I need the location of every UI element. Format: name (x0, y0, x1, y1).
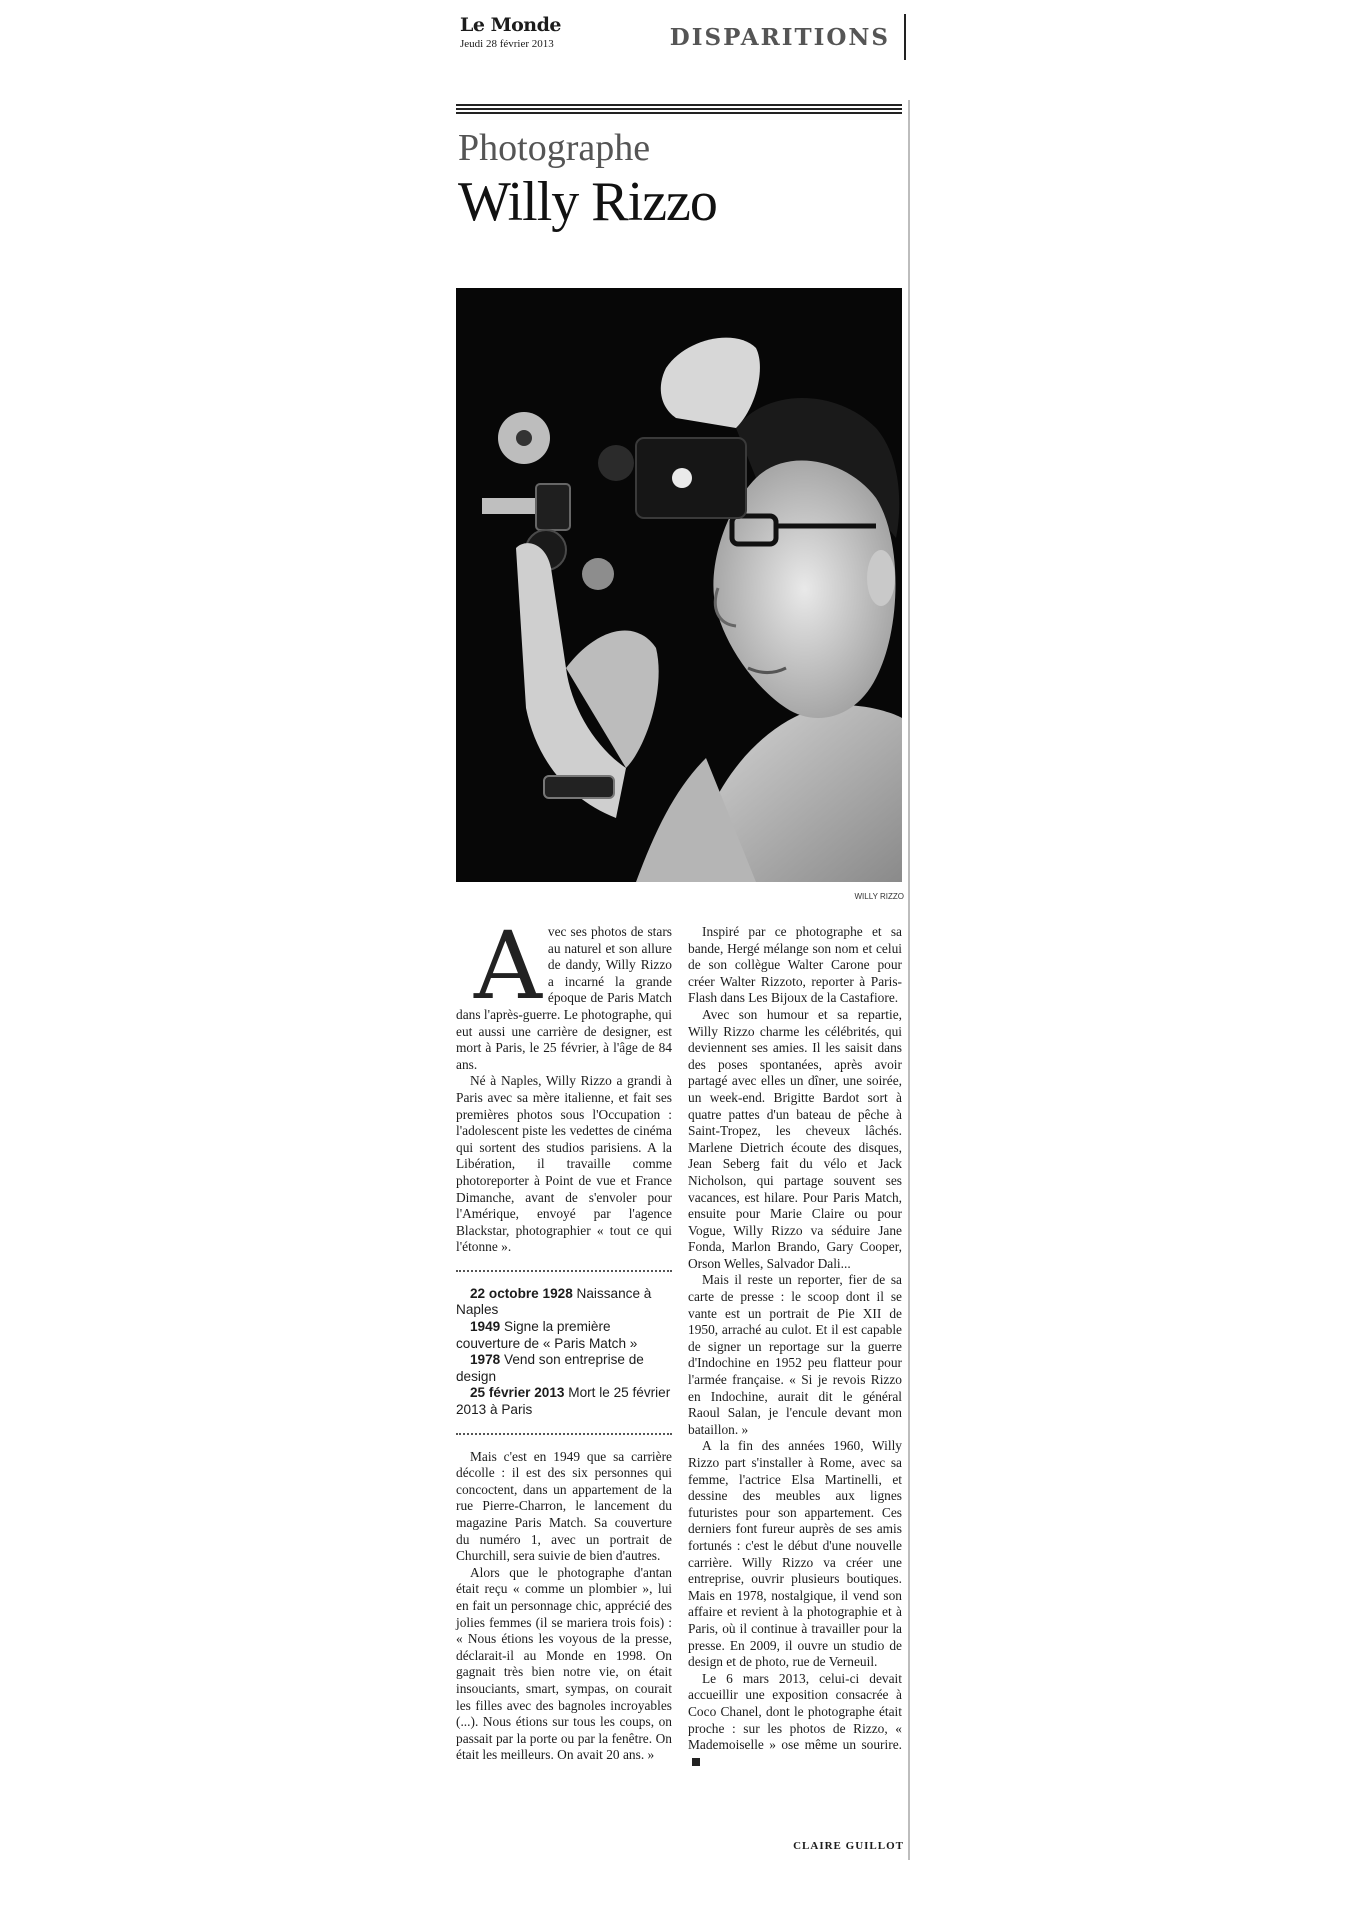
chronology-text: Vend son entreprise de design (456, 1352, 644, 1384)
end-mark-icon (692, 1758, 700, 1766)
paragraph: Mais il reste un reporter, fier de sa carte de presse : le scoop dont il se vante est un portrait de Pie XII de 1950, arraché au culot. Et il est capable de signer un reportage sur la guerre d'Indochine en 1952 peu flatteur pour l'armée française. « Si je revois Rizzo en Indochine, aurait dit le général Raoul Salan, je l'encule devant mon bataillon. » (688, 1272, 902, 1437)
page-header (460, 14, 916, 62)
newspaper-clipping (446, 0, 916, 1920)
article-headline: Willy Rizzo (458, 171, 717, 233)
paragraph-text: vec ses photos de stars au naturel et son allure de dandy, Willy Rizzo a incarné la grande époque de Paris Match dans l'après-guerre. Le photographe, qui eut aussi une carrière de designer, est mort à Paris, le 25 février, à l'âge de 84 ans. (456, 924, 672, 1072)
header-divider (904, 14, 906, 60)
chronology-date: 22 octobre 1928 (470, 1285, 573, 1301)
author-signature: CLAIRE GUILLOT (793, 1840, 904, 1852)
chronology-item (456, 1319, 672, 1352)
paragraph (688, 1671, 902, 1771)
chronology-date: 1949 (470, 1319, 501, 1335)
portrait-photo (456, 288, 902, 882)
chronology-text: Naissance à Naples (456, 1285, 652, 1318)
paragraph: Inspiré par ce photographe et sa bande, Hergé mélange son nom et celui de son collègue Walter Carone pour créer Walter Rizzoto, reporter à Paris-Flash dans Les Bijoux de la Castafiore. (688, 924, 902, 1006)
column-border (908, 100, 910, 1860)
paragraph: Avec son humour et sa repartie, Willy Rizzo charme les célébrités, qui deviennent ses amies. Il les saisit dans des poses spontanées, après avoir partagé avec elles un dîner, une soirée, un week-end. Brigitte Bardot sort à quatre pattes d'un bateau de pêche à Saint-Tropez, les cheveux lâchés. Marlene Dietrich écoute des disques, Jean Seberg fait du vélo et Jack Nicholson, qui partage souvent ses vacances, est hilare. Pour Paris Match, ensuite pour Marie Claire ou pour Vogue, Willy Rizzo va séduire Jane Fonda, Marlon Brando, Gary Cooper, Orson Welles, Salvador Dali... (688, 1006, 902, 1271)
paragraph (456, 912, 672, 1073)
chronology-text: Mort le 25 février 2013 à Paris (456, 1385, 671, 1418)
drop-cap: A (474, 912, 542, 1021)
newspaper-logo: Le Monde (460, 14, 561, 36)
chronology-box (456, 1286, 672, 1419)
article-kicker: Photographe (458, 127, 651, 169)
paragraph: Né à Naples, Willy Rizzo a grandi à Paris avec sa mère italienne, et fait ses premières photos sous l'Occupation : l'adolescent piste les vedettes de cinéma qui sortent des studios parisiens. A la Libération, il travaille comme photoreporter à Point de vue et France Dimanche, avant de s'envoler pour l'Amérique, envoyé par l'agence Blackstar, photographier « tout ce qui l'étonne ». (456, 1073, 672, 1255)
chronology-text: Signe la première couverture de « Paris Match » (456, 1319, 638, 1351)
article-column-left (456, 912, 672, 1764)
article-column-right (688, 924, 902, 1770)
chronology-item (456, 1286, 672, 1319)
issue-date: Jeudi 28 février 2013 (460, 38, 554, 50)
section-title: DISPARITIONS (669, 24, 890, 51)
photo-credit: WILLY RIZZO (854, 892, 904, 901)
paragraph: Mais c'est en 1949 que sa carrière décolle : il est des six personnes qui concoctent, dans un appartement de la rue Pierre-Charron, le lancement du magazine Paris Match. Sa couverture du numéro 1, avec un portrait de Churchill, sera suivie de bien d'autres. (456, 1448, 672, 1564)
paragraph: Alors que le photographe d'antan était reçu « comme un plombier », lui en fait un personnage chic, apprécié des jolies femmes (il se mariera trois fois) : « Nous étions les voyous de la presse, déclarait-il au Monde en 1998. On gagnait très bien notre vie, on était insouciants, smart, sympas, on courait les filles avec des bagnoles incroyables (...). Nous étions sur tous les coups, on passait par la porte ou par la fenêtre. On était les meilleurs. On avait 20 ans. » (456, 1564, 672, 1763)
dotted-divider (456, 1433, 672, 1435)
headline-rule (456, 104, 902, 115)
paragraph-text: Le 6 mars 2013, celui-ci devait accueillir une exposition consacrée à Coco Chanel, dont le photographe était proche : sur les photos de Rizzo, « Mademoiselle » ose même un sourire. (688, 1670, 902, 1753)
paragraph: A la fin des années 1960, Willy Rizzo part s'installer à Rome, avec sa femme, l'actrice Elsa Martinelli, et dessine des meubles aux lignes futuristes pour son appartement. Ces derniers font fureur auprès de ses amis fortunés : c'est le début d'une nouvelle carrière. Willy Rizzo va créer une entreprise, ouvrir plusieurs boutiques. Mais en 1978, nostalgique, il vend son affaire et revient à la photographie et à Paris, où il continue à travailler pour la presse. En 2009, il ouvre un studio de design et de photo, rue de Verneuil. (688, 1438, 902, 1670)
dotted-divider (456, 1270, 672, 1272)
chronology-date: 25 février 2013 (470, 1385, 565, 1401)
chronology-date: 1978 (470, 1352, 501, 1368)
chronology-item (456, 1352, 672, 1385)
chronology-item (456, 1385, 672, 1418)
